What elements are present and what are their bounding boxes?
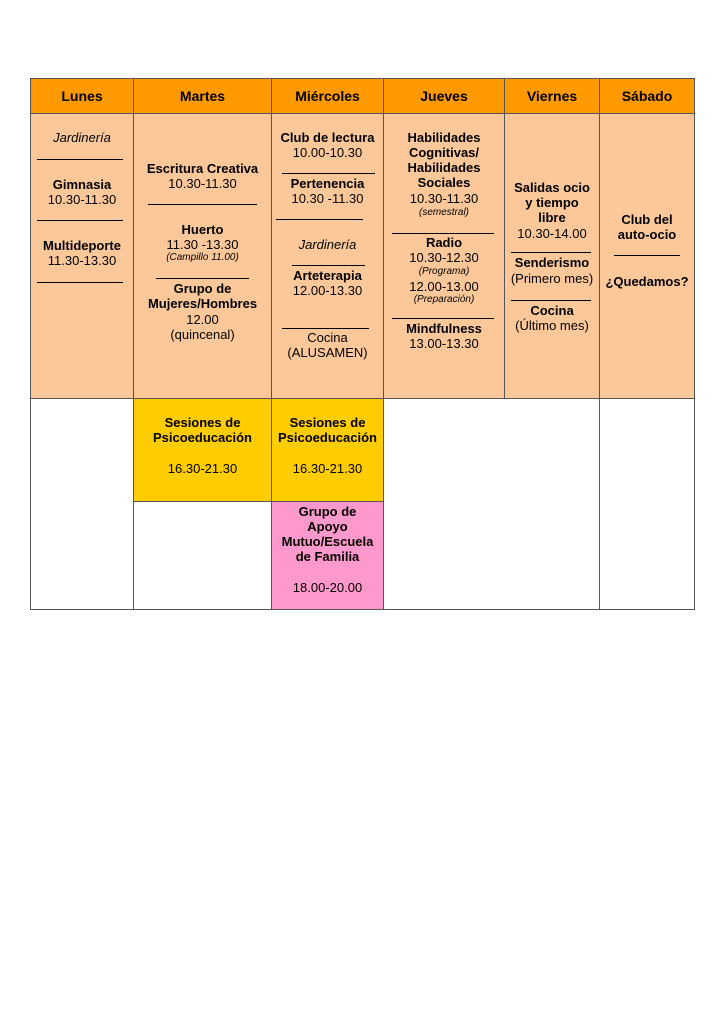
cell-lunes-morning [30, 113, 134, 399]
activity-habilidades-line2: Cognitivas/ [408, 145, 480, 160]
divider [392, 233, 494, 234]
note-cocina: (Último mes) [515, 318, 589, 333]
activity-grupo-apoyo-line1: Grupo de [298, 504, 357, 519]
header-viernes: Viernes [504, 78, 600, 114]
activity-grupo-apoyo-line4: de Familia [295, 549, 360, 564]
activity-psicoeducacion-line1: Sesiones de [289, 415, 366, 430]
note-radio-programa: (Programa) [418, 266, 470, 277]
activity-grupo-line2: Mujeres/Hombres [147, 296, 258, 311]
time-radio-programa: 10.30-12.30 [409, 250, 479, 265]
time-mindfulness: 13.00-13.30 [409, 336, 479, 351]
cell-martes-psicoeducacion [133, 398, 272, 502]
activity-arteterapia: Arteterapia [293, 268, 362, 283]
time-psicoeducacion: 16.30-21.30 [292, 461, 363, 476]
divider [156, 278, 249, 279]
activity-multideporte: Multideporte [43, 238, 121, 253]
time-habilidades: 10.30-11.30 [409, 191, 479, 206]
divider [37, 159, 123, 160]
activity-salidas-line2: y tiempo [525, 195, 579, 210]
cell-martes-morning [133, 113, 272, 399]
activity-psicoeducacion-line2: Psicoeducación [278, 430, 377, 445]
note-huerto: (Campillo 11.00) [166, 252, 239, 263]
divider [148, 204, 257, 205]
note-senderismo: (Primero mes) [510, 271, 594, 286]
header-miercoles: Miércoles [271, 78, 384, 114]
cell-miercoles-grupo-apoyo [271, 501, 384, 610]
header-jueves: Jueves [383, 78, 505, 114]
note-grupo: (quincenal) [170, 327, 235, 342]
divider [282, 328, 369, 329]
activity-jardineria: Jardinería [53, 130, 111, 145]
divider [511, 300, 591, 301]
cell-sabado-morning [599, 113, 695, 399]
activity-mindfulness: Mindfulness [406, 321, 482, 336]
cell-jueves-viernes-afternoon [383, 398, 600, 610]
divider [614, 255, 680, 256]
divider [392, 318, 494, 319]
activity-grupo-line1: Grupo de [173, 281, 232, 296]
cell-jueves-morning [383, 113, 505, 399]
note-habilidades: (semestral) [418, 207, 469, 218]
time-multideporte: 11.30-13.30 [47, 253, 117, 268]
activity-club-auto-ocio-line2: auto-ocio [617, 227, 677, 242]
note-radio-preparacion: (Preparación) [413, 294, 475, 305]
activity-pertenencia: Pertenencia [290, 176, 365, 191]
time-huerto: 11.30 -13.30 [166, 237, 239, 252]
cell-miercoles-morning [271, 113, 384, 399]
time-psicoeducacion: 16.30-21.30 [167, 461, 238, 476]
activity-club-lectura: Club de lectura [280, 130, 375, 145]
activity-cocina: Cocina [307, 330, 348, 345]
divider [276, 219, 363, 220]
activity-habilidades-line3: Habilidades [407, 160, 481, 175]
divider [292, 265, 365, 266]
time-grupo-apoyo: 18.00-20.00 [292, 580, 363, 595]
time-club-lectura: 10.00-10.30 [292, 145, 363, 160]
activity-habilidades-line4: Sociales [417, 175, 471, 190]
note-cocina: (ALUSAMEN) [287, 345, 368, 360]
activity-senderismo: Senderismo [514, 255, 590, 270]
activity-escritura-creativa: Escritura Creativa [146, 161, 259, 176]
divider [511, 252, 591, 253]
activity-salidas-line3: libre [538, 210, 566, 225]
activity-gimnasia: Gimnasia [52, 177, 112, 192]
header-lunes: Lunes [30, 78, 134, 114]
activity-club-auto-ocio-line1: Club del [621, 212, 673, 227]
time-arteterapia: 12.00-13.30 [292, 283, 363, 298]
cell-sabado-afternoon [599, 398, 695, 610]
header-martes: Martes [133, 78, 272, 114]
activity-cocina: Cocina [530, 303, 574, 318]
activity-huerto: Huerto [181, 222, 224, 237]
divider [282, 173, 375, 174]
cell-viernes-morning [504, 113, 600, 399]
time-gimnasia: 10.30-11.30 [47, 192, 117, 207]
activity-grupo-apoyo-line2: Apoyo [307, 519, 348, 534]
activity-psicoeducacion-line2: Psicoeducación [153, 430, 252, 445]
activity-salidas-line1: Salidas ocio [514, 180, 590, 195]
activity-psicoeducacion-line1: Sesiones de [164, 415, 241, 430]
cell-miercoles-psicoeducacion [271, 398, 384, 502]
time-grupo: 12.00 [186, 312, 219, 327]
activity-habilidades-line1: Habilidades [407, 130, 481, 145]
activity-grupo-apoyo-line3: Mutuo/Escuela [281, 534, 374, 549]
divider [37, 220, 123, 221]
time-pertenencia: 10.30 -11.30 [291, 191, 364, 206]
activity-radio: Radio [425, 235, 463, 250]
time-escritura: 10.30-11.30 [168, 176, 237, 191]
cell-martes-evening [133, 501, 272, 610]
cell-lunes-afternoon [30, 398, 134, 610]
header-sabado: Sábado [599, 78, 695, 114]
activity-quedamos: ¿Quedamos? [605, 274, 689, 289]
time-salidas: 10.30-14.00 [517, 226, 587, 241]
divider [37, 282, 123, 283]
activity-jardineria: Jardinería [298, 237, 357, 252]
time-radio-preparacion: 12.00-13.00 [409, 279, 479, 294]
